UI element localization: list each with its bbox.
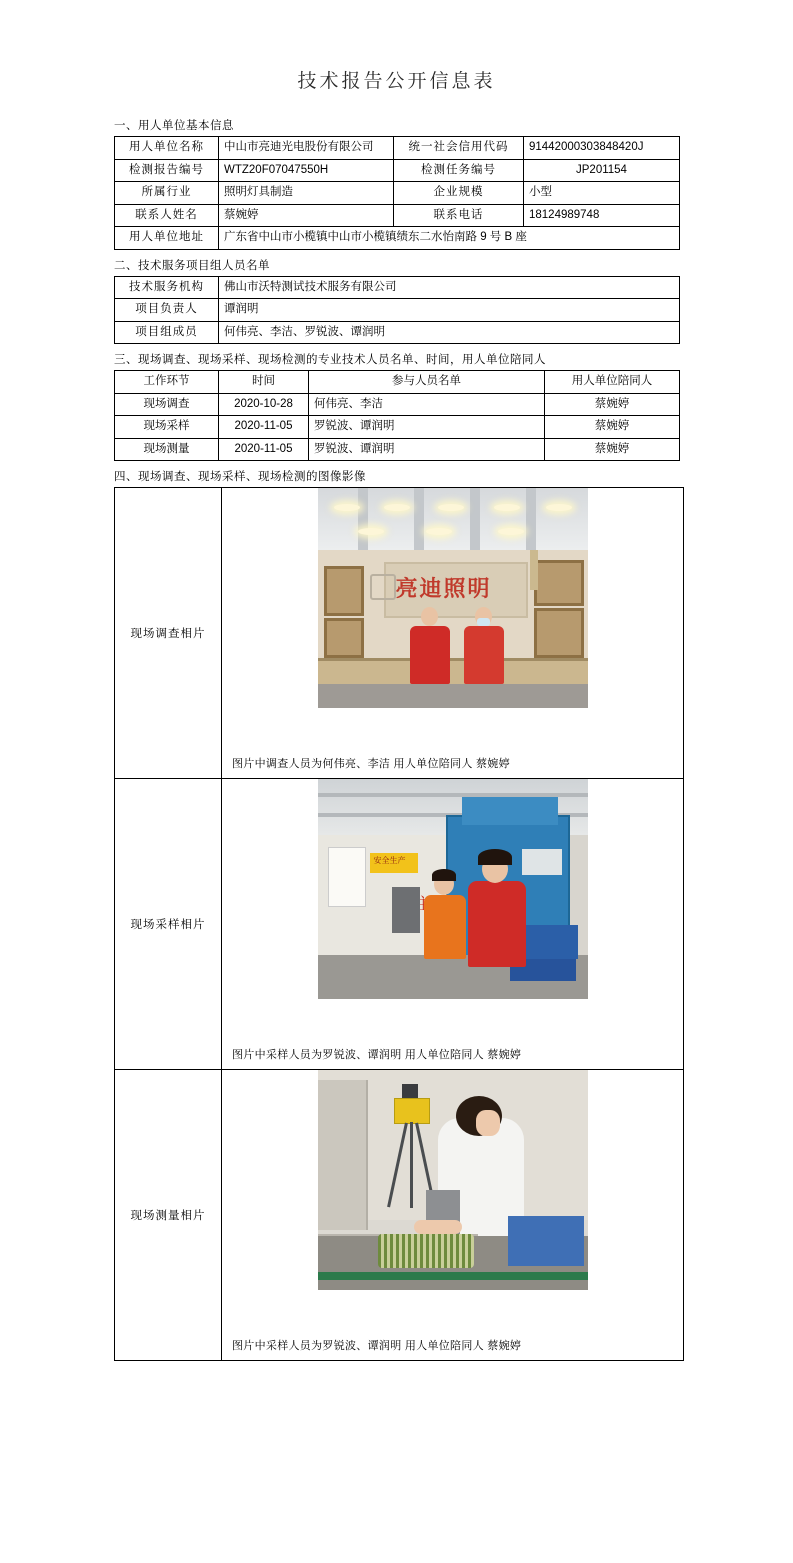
decor-column bbox=[530, 550, 538, 590]
table-row bbox=[115, 137, 680, 160]
ceiling-beam bbox=[526, 488, 536, 550]
person-face bbox=[476, 1110, 500, 1136]
column-header: 参与人员名单 bbox=[309, 371, 545, 394]
column-header: 用人单位陪同人 bbox=[545, 371, 680, 394]
cell-date: 2020-10-28 bbox=[219, 393, 309, 416]
field-value: 何伟亮、李洁、罗锐波、谭润明 bbox=[219, 321, 680, 344]
field-value: 谭润明 bbox=[219, 299, 680, 322]
cell-stage: 现场测量 bbox=[115, 438, 219, 461]
column-header: 时间 bbox=[219, 371, 309, 394]
wall-frame bbox=[534, 560, 584, 606]
basic-info-table bbox=[114, 136, 680, 250]
cell-participants: 罗锐波、谭润明 bbox=[309, 438, 545, 461]
field-value: 小型 bbox=[524, 182, 680, 205]
field-label: 企业规模 bbox=[394, 182, 524, 205]
site-survey-photo bbox=[318, 488, 588, 708]
person-hair bbox=[432, 869, 456, 881]
floor bbox=[318, 684, 588, 708]
site-work-table bbox=[114, 370, 680, 461]
field-value: JP201154 bbox=[524, 159, 680, 182]
table-header-row bbox=[115, 371, 680, 394]
cell-companion: 蔡婉婷 bbox=[545, 438, 680, 461]
person-male bbox=[464, 607, 504, 684]
photo-table bbox=[114, 487, 684, 1361]
site-sampling-photo bbox=[318, 779, 588, 999]
wall-frame bbox=[324, 618, 364, 658]
document-page bbox=[0, 66, 793, 1381]
ceiling-beam bbox=[470, 488, 480, 550]
photo-container bbox=[222, 488, 683, 778]
field-label: 联系人姓名 bbox=[115, 204, 219, 227]
table-row bbox=[115, 393, 680, 416]
machine-control-panel bbox=[522, 849, 562, 875]
field-value-address: 广东省中山市小榄镇中山市小榄镇绩东二水怡南路 9 号 B 座 bbox=[219, 227, 680, 250]
field-label: 联系电话 bbox=[394, 204, 524, 227]
photo-row-sampling bbox=[115, 779, 684, 1070]
field-label: 统一社会信用代码 bbox=[394, 137, 524, 160]
tripod-sensor bbox=[402, 1084, 418, 1098]
company-logo-text: 亮迪照明 bbox=[395, 577, 492, 603]
safety-poster bbox=[328, 847, 366, 907]
photo-label: 现场调查相片 bbox=[115, 488, 222, 779]
field-value: 照明灯具制造 bbox=[219, 182, 394, 205]
floor-strip bbox=[318, 1272, 588, 1280]
wall-frame bbox=[324, 566, 364, 616]
photo-container bbox=[222, 1070, 683, 1360]
measurement-instrument bbox=[394, 1098, 430, 1124]
cell-companion: 蔡婉婷 bbox=[545, 393, 680, 416]
table-row bbox=[115, 227, 680, 250]
table-row bbox=[115, 321, 680, 344]
person-body bbox=[410, 626, 450, 684]
cell-participants: 何伟亮、李洁 bbox=[309, 393, 545, 416]
person-hair bbox=[478, 849, 512, 865]
field-label: 检测任务编号 bbox=[394, 159, 524, 182]
team-table bbox=[114, 276, 680, 345]
section-heading-site-work: 三、现场调查、现场采样、现场检测的专业技术人员名单、时间，用人单位陪同人 bbox=[114, 354, 546, 367]
blue-cart bbox=[508, 1216, 584, 1266]
field-value: WTZ20F07047550H bbox=[219, 159, 394, 182]
photo-caption: 图片中调查人员为何伟亮、李洁 用人单位陪同人 蔡婉婷 bbox=[232, 758, 510, 771]
cell-date: 2020-11-05 bbox=[219, 416, 309, 439]
section-heading-photos: 四、现场调查、现场采样、现场检测的图像影像 bbox=[114, 471, 366, 484]
wire-bundle bbox=[378, 1234, 474, 1268]
sampling-device bbox=[392, 887, 420, 933]
cell-companion: 蔡婉婷 bbox=[545, 416, 680, 439]
field-value: 中山市亮迪光电股份有限公司 bbox=[219, 137, 394, 160]
person-head bbox=[421, 607, 438, 626]
field-label: 项目组成员 bbox=[115, 321, 219, 344]
cell-stage: 现场调查 bbox=[115, 393, 219, 416]
cell-participants: 罗锐波、谭润明 bbox=[309, 416, 545, 439]
section-heading-team: 二、技术服务项目组人员名单 bbox=[114, 259, 270, 272]
field-value: 91442000303848420J bbox=[524, 137, 680, 160]
company-logo-icon bbox=[370, 574, 396, 600]
table-row bbox=[115, 182, 680, 205]
field-value: 18124989748 bbox=[524, 204, 680, 227]
photo-container bbox=[222, 779, 683, 1069]
cell-stage: 现场采样 bbox=[115, 416, 219, 439]
field-value: 佛山市沃特测试技术服务有限公司 bbox=[219, 276, 680, 299]
wall-frame bbox=[534, 608, 584, 658]
person-worker bbox=[424, 895, 466, 959]
doorway bbox=[318, 1080, 368, 1230]
table-row bbox=[115, 204, 680, 227]
photo-label: 现场测量相片 bbox=[115, 1070, 222, 1361]
person-arm bbox=[414, 1220, 462, 1234]
photo-label: 现场采样相片 bbox=[115, 779, 222, 1070]
table-row bbox=[115, 159, 680, 182]
tripod-leg bbox=[410, 1122, 413, 1208]
person-sampler bbox=[468, 881, 526, 967]
ceiling-beam bbox=[358, 488, 368, 550]
table-row bbox=[115, 416, 680, 439]
photo-caption: 图片中采样人员为罗锐波、谭润明 用人单位陪同人 蔡婉婷 bbox=[232, 1049, 522, 1062]
field-label: 所属行业 bbox=[115, 182, 219, 205]
site-measurement-photo bbox=[318, 1070, 588, 1290]
table-row bbox=[115, 276, 680, 299]
field-label: 用人单位地址 bbox=[115, 227, 219, 250]
photo-row-survey bbox=[115, 488, 684, 779]
face-mask bbox=[477, 618, 490, 626]
field-label: 用人单位名称 bbox=[115, 137, 219, 160]
safety-sign-text: 安全生产 bbox=[373, 856, 406, 866]
ceiling-beam bbox=[414, 488, 424, 550]
field-label: 检测报告编号 bbox=[115, 159, 219, 182]
page-title: 技术报告公开信息表 bbox=[297, 71, 496, 92]
section-heading-basic-info: 一、用人单位基本信息 bbox=[114, 120, 234, 132]
machine-top bbox=[462, 797, 558, 825]
field-label: 项目负责人 bbox=[115, 299, 219, 322]
photo-row-measurement bbox=[115, 1070, 684, 1361]
table-row bbox=[115, 299, 680, 322]
column-header: 工作环节 bbox=[115, 371, 219, 394]
photo-caption: 图片中采样人员为罗锐波、谭润明 用人单位陪同人 蔡婉婷 bbox=[232, 1340, 522, 1353]
table-row bbox=[115, 438, 680, 461]
cell-date: 2020-11-05 bbox=[219, 438, 309, 461]
field-value: 蔡婉婷 bbox=[219, 204, 394, 227]
field-label: 技术服务机构 bbox=[115, 276, 219, 299]
person-body bbox=[464, 626, 504, 684]
person-female bbox=[410, 607, 450, 684]
